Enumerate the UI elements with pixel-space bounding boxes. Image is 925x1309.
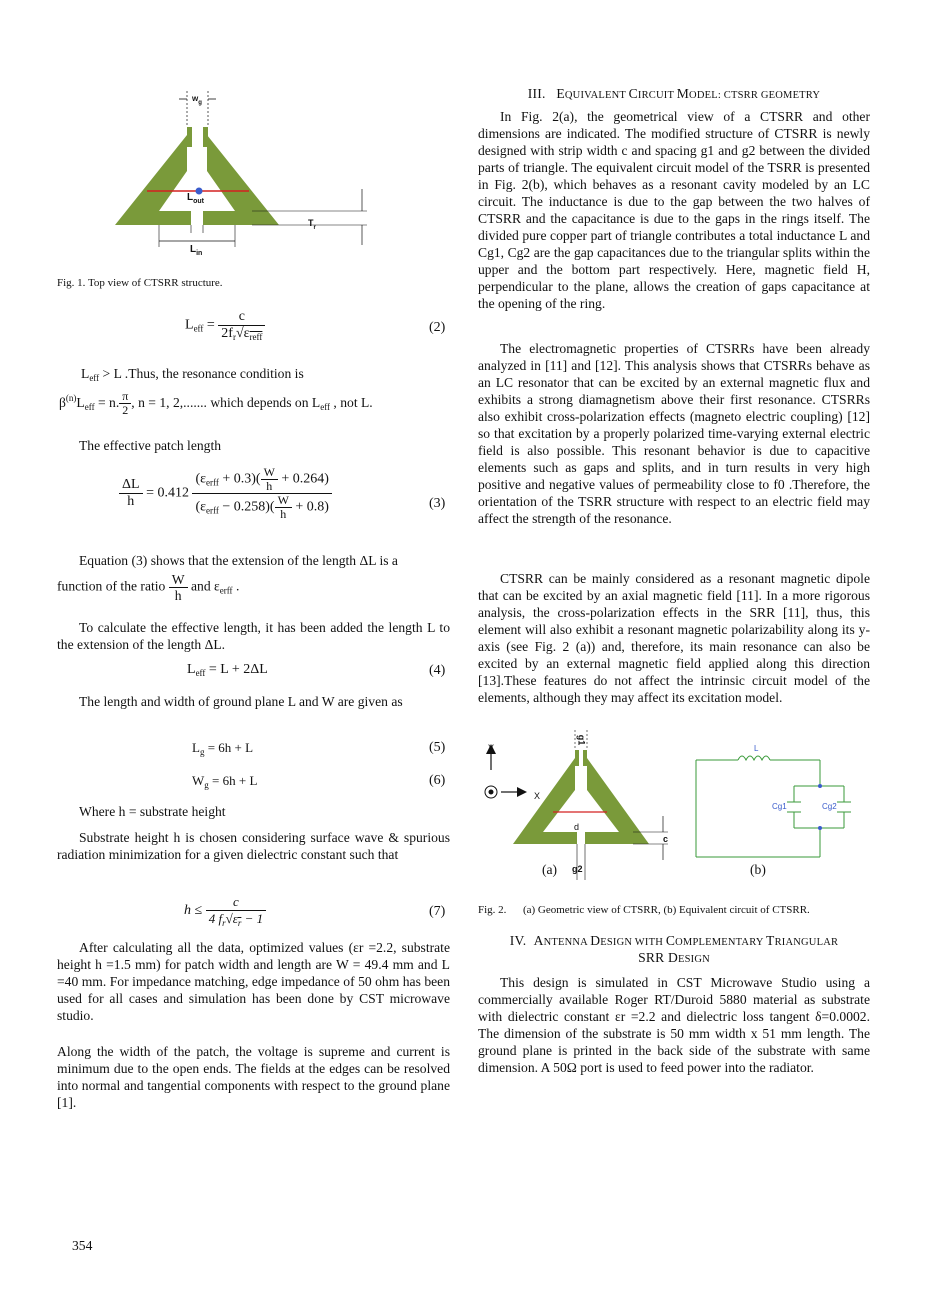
fig1-label-wg: $w_g$: [192, 94, 202, 106]
fig2a-outer-right: [585, 750, 649, 844]
para-along-width: Along the width of the patch, the voltage is supreme and current is minimum due to the open ends. The fields at the edges can be resolved into normal and tangential components with respect to the ground plane [1].: [57, 1044, 450, 1110]
fig1-outer-ring: [115, 127, 197, 225]
section-4-title-line1: IV. ANTENNA DESIGN WITH COMPLEMENTARY TRIANGULAR: [509, 933, 839, 948]
fig2b-node-top: [818, 784, 822, 788]
fig2a-label-d: d: [574, 822, 580, 832]
equation-3: $\frac{\Delta L}{h}$ = 0.412 $(\varepsilon_{erff} + 0.3)$( $\frac{W}{h}$ + 0.264) $(\varepsilon_{erff} - 0.258)$( $\frac{W}{h}$ + 0.8): [119, 466, 332, 521]
fig2a-label-y: Y: [488, 743, 495, 753]
fig1-caption: Fig. 1. Top view of CTSRR structure.: [57, 277, 223, 289]
section-4-title-line2: SRR DESIGN: [638, 950, 710, 965]
condition-line: $L_{eff} > L$ .Thus, the resonance condition is: [81, 366, 304, 383]
fig1-feed-left: [187, 127, 192, 147]
para-electromagnetic: The electromagnetic properties of CTSRRs have been already analyzed in [11] and [12]. This analysis shows that CTSRRs behave as an LC resonator that can be excited by an external magnetic flux and exhibits a strong diamagnetism above their first resonance. CTSRRs also exhibit cross-polarization effects (magneto electric coupling) [12] so that excitation by a properly polarized time-varying external electric field is also possible. This resonant behavior is due to capacitive elements such as gaps and splits, and in turn results in very high positive and negative values of permeability close to f0 .Therefore, the orientation of the TSRR structure with respect to an electric field may affect the strength of the resonance.: [478, 341, 870, 526]
fig2a-label-x: X: [534, 791, 541, 801]
equation-5-number: (5): [429, 740, 446, 755]
equation-2: $L_{eff}$ = $\frac{c}{2f_r√\varepsilon_{reff}}$: [185, 309, 265, 342]
fig1-label-lout: $L_{out}$: [187, 192, 204, 205]
fig1-outer-ring-right: [197, 127, 279, 225]
fig2-caption: Fig. 2. (a) Geometric view of CTSRR, (b) Equivalent circuit of CTSRR.: [478, 904, 810, 916]
fig2b-node-bot: [818, 826, 822, 830]
patch-length-text: The effective patch length: [79, 438, 222, 453]
para-where: Where h = substrate height: [79, 804, 226, 819]
fig2a-feed-right: [583, 750, 587, 766]
para-eq3-a: Equation (3) shows that the extension of the length ΔL is a: [79, 553, 398, 568]
equation-3-number: (3): [429, 496, 446, 511]
para-eq3-b: function of the ratio $\frac{W}{h}$ and $\varepsilon_{erff}$ .: [57, 572, 240, 603]
fig1-label-tr: $T_r$: [308, 218, 316, 231]
fig2b-label-b: (b): [750, 862, 766, 877]
equation-5: $L_g = 6h + L$: [192, 740, 254, 757]
equation-7-number: (7): [429, 904, 446, 919]
fig2b-label-cg1: Cg1: [772, 802, 787, 811]
section-3-title: III. EQUIVALENT CIRCUIT MODEL: CTSRR GEOMETRY: [527, 86, 821, 101]
fig2a-label-g1: g1: [576, 734, 587, 746]
fig2a-label-c: c: [663, 834, 669, 844]
fig2a-geometric-view: [483, 730, 688, 880]
fig2a-z-dot: [489, 790, 494, 795]
fig2a-x-arrow: [517, 787, 527, 797]
fig2b-label-l: L: [754, 744, 759, 753]
equation-6-number: (6): [429, 773, 446, 788]
fig2a-bottom-gap: [577, 832, 585, 844]
fig2b-inductor: [738, 756, 770, 760]
fig2a-label-a: (a): [542, 862, 558, 877]
fig2a-label-g2: g2: [572, 864, 583, 874]
equation-4: $L_{eff} = L + 2\Delta L$: [187, 662, 268, 678]
para-after-calc: After calculating all the data, optimized values (εr =2.2, substrate height h =1.5 mm) for patch width and length are W = 49.4 mm and L =40 mm. For impedance matching, edge impedance of 50 ohm has been used for all cases and simulation has been done by CST microwave studio.: [57, 940, 450, 1023]
equation-4-number: (4): [429, 663, 446, 678]
fig1-ctsrr-diagram: [107, 85, 407, 265]
para-ground: The length and width of ground plane L and W are given as: [79, 694, 403, 709]
fig1-feed-right: [203, 127, 208, 147]
equation-7: h ≤ $\frac{c}{4 f_r√\varepsilon_r - 1}$: [184, 894, 266, 928]
equation-6: $W_g = 6h + L$: [192, 773, 258, 790]
page-number: 354: [72, 1238, 93, 1253]
fig2a-feed-left: [575, 750, 579, 766]
fig1-label-lin: $L_{in}$: [190, 244, 203, 257]
beta-line: $\beta^{(n)}L_{eff} = n$. $\frac{\pi}{2}$ , n = 1, 2,....... which depends on $L_{eff}$ , not L.: [59, 389, 373, 418]
fig2a-outer-left: [513, 750, 580, 844]
para-fig2-description: In Fig. 2(a), the geometrical view of a CTSRR and other dimensions are indicated. The modified structure of CTSRR is newly designed with strip width c and spacing g1 and g2 between the divided parts of triangle. The equivalent circuit model of the TSRR is presented in Fig. 2(b), which behaves as a resonant cavity modeled by an LC circuit. The inductance is due to the gap between the two halves of CTSRR and the capacitance is due to the gaps in the rings itself. The divided pure copper part of triangle contributes a total inductance L and Cg1, Cg2 are the gap capacitances due to the triangular splits within the upper and the bottom part respectively. Here, magnetic field H, perpendicular to the plane, allows the creation of gaps capacitance at the opening of the ring.: [478, 109, 870, 311]
para-ctsrr-dipole: CTSRR can be mainly considered as a resonant magnetic dipole that can be excited by an axial magnetic field [11]. In a more rigorous analysis, the cross-polarization effects in the SRR [11], thus, this element will also exhibit a resonant magnetic polarizability along its y-axis (see Fig. 2 (a)) and, therefore, its main resonance can also be excited by an external magnetic field applied along this direction [13].These features do not affect the intrinsic circuit model of the elements, although they may affect its excitation model.: [478, 571, 870, 705]
fig1-label-ws: $w_s$: [193, 218, 203, 230]
para-design: This design is simulated in CST Microwave Studio using a commercially available Roger RT/Duroid 5880 material as substrate with dielectric constant εr =2.2 and dielectric loss tangent δ=0.0002. The dimension of the substrate is 50 mm width x 51 mm length. The ground plane is printed in the back side of the substrate with same dimension. A 50Ω port is used to feed power into the radiator.: [478, 975, 870, 1075]
para-calc: To calculate the effective length, it has been added the length L to the extension of the length ΔL.: [57, 620, 450, 652]
equation-2-number: (2): [429, 320, 446, 335]
para-substrate-height: Substrate height h is chosen considering surface wave & spurious radiation minimization for a given dielectric constant such that: [57, 830, 450, 862]
fig2b-label-cg2: Cg2: [822, 802, 837, 811]
